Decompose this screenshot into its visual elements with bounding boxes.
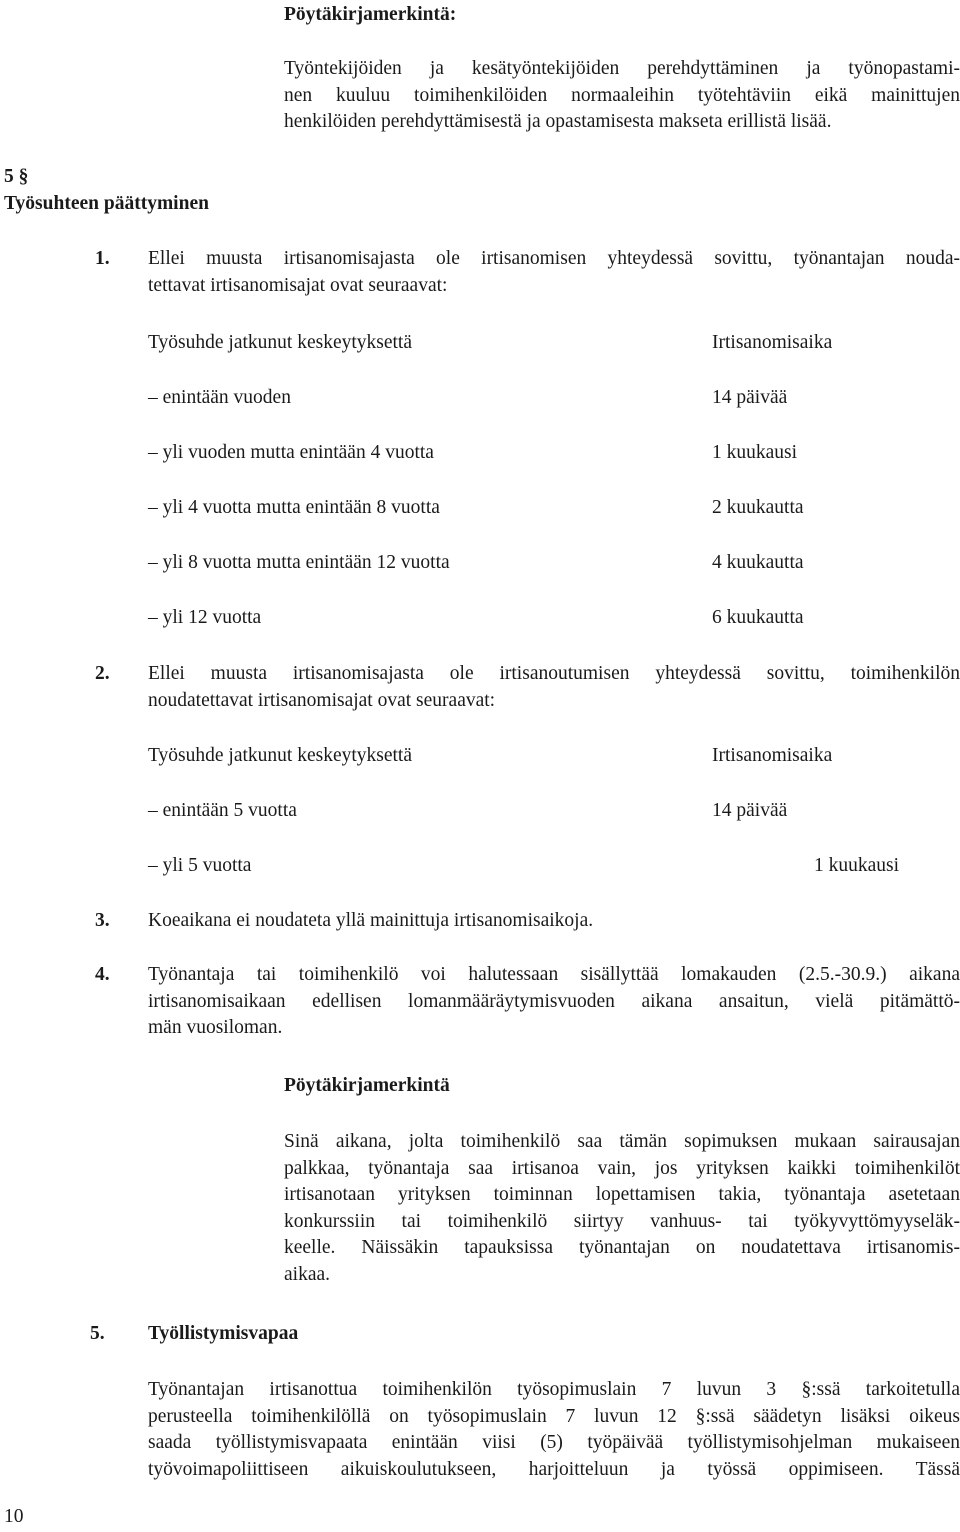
item5-line: perusteella toimihenkilöllä on työsopimuslain 7 luvun 12 §:ssä säädetyn lisäksi oikeus xyxy=(148,1405,960,1427)
item1-row-duration: – enintään vuoden xyxy=(148,387,291,408)
item1-text xyxy=(148,246,960,299)
note2-heading: Pöytäkirjamerkintä xyxy=(284,1075,450,1096)
item5-title: Työllistymisvapaa xyxy=(148,1323,299,1344)
item2-row-duration: – yli 5 vuotta xyxy=(148,855,252,876)
item5-text xyxy=(148,1377,960,1483)
top-note-line: nen kuuluu toimihenkilöiden normaaleihin työtehtäviin eikä mainittujen xyxy=(284,84,960,106)
item1-number: 1. xyxy=(95,248,110,269)
item2-row-notice: 14 päivää xyxy=(712,800,788,821)
item2-table-header-left: Työsuhde jatkunut keskeytyksettä xyxy=(148,745,413,766)
item5-line: Työnantajan irtisanottua toimihenkilön työsopimuslain 7 luvun 3 §:ssä tarkoitetulla xyxy=(148,1379,960,1400)
item1-row-duration: – yli vuoden mutta enintään 4 vuotta xyxy=(148,442,434,463)
note2-line: konkurssiin tai toimihenkilö siirtyy vanhuus- tai työkyvyttömyyseläk- xyxy=(284,1210,960,1232)
note2-line: aikaa. xyxy=(284,1263,331,1285)
page-number: 10 xyxy=(4,1506,24,1527)
item2-row-duration: – enintään 5 vuotta xyxy=(148,800,297,821)
item4-text xyxy=(148,962,960,1042)
item2-line: noudatettavat irtisanomisajat ovat seuraavat: xyxy=(148,689,496,711)
item3-text: Koeaikana ei noudateta yllä mainittuja irtisanomisaikoja. xyxy=(148,910,594,931)
note2-line: Sinä aikana, jolta toimihenkilö saa tämän sopimuksen mukaan sairausajan xyxy=(284,1131,960,1152)
item1-row-notice: 6 kuukautta xyxy=(712,607,804,628)
note2-body xyxy=(284,1129,960,1289)
note2-line: keelle. Näissäkin tapauksissa työnantajan on noudatettava irtisanomis- xyxy=(284,1237,960,1259)
note2-line: irtisanotaan yrityksen toiminnan lopettamisen takia, työnantaja asetetaan xyxy=(284,1184,960,1206)
item4-number: 4. xyxy=(95,964,110,985)
item1-row-notice: 1 kuukausi xyxy=(712,442,798,463)
item5-number: 5. xyxy=(90,1323,105,1344)
item4-line: Työnantaja tai toimihenkilö voi halutessaan sisällyttää lomakauden (2.5.-30.9.) aikana xyxy=(148,964,960,985)
top-note-heading: Pöytäkirjamerkintä: xyxy=(284,4,457,25)
item1-row-notice: 4 kuukautta xyxy=(712,552,804,573)
item1-table-header-left: Työsuhde jatkunut keskeytyksettä xyxy=(148,332,413,353)
item2-table-header-right: Irtisanomisaika xyxy=(712,745,833,766)
note2-line: palkkaa, työnantaja saa irtisanoa vain, jos yrityksen kaikki toimihenkilöt xyxy=(284,1157,960,1179)
item2-text xyxy=(148,661,960,714)
item2-number: 2. xyxy=(95,663,110,684)
item1-row-notice: 2 kuukautta xyxy=(712,497,804,518)
item1-table-header-right: Irtisanomisaika xyxy=(712,332,833,353)
item1-line: tettavat irtisanomisajat ovat seuraavat: xyxy=(148,274,448,296)
top-note-line: henkilöiden perehdyttämisestä ja opastamisesta makseta erillistä lisää. xyxy=(284,111,832,133)
item4-line: män vuosiloman. xyxy=(148,1017,283,1039)
item5-line: saada työllistymisvapaata enintään viisi (5) työpäivää työllistymisohjelman mukaiseen xyxy=(148,1432,960,1454)
top-note-line: Työntekijöiden ja kesätyöntekijöiden perehdyttäminen ja työnopastami- xyxy=(284,58,960,79)
item2-line: Ellei muusta irtisanomisajasta ole irtisanoutumisen yhteydessä sovittu, toimihenkilön xyxy=(148,663,960,684)
item3-number: 3. xyxy=(95,910,110,931)
item1-row-duration: – yli 4 vuotta mutta enintään 8 vuotta xyxy=(148,497,440,518)
item2-row-notice: 1 kuukausi xyxy=(814,855,900,876)
top-note-body xyxy=(284,56,960,136)
item1-row-duration: – yli 12 vuotta xyxy=(148,607,262,628)
item5-line: työvoimapoliittiseen aikuiskoulutukseen, harjoitteluun ja työssä oppimiseen. Tässä xyxy=(148,1458,960,1480)
item1-row-notice: 14 päivää xyxy=(712,387,788,408)
section-title: Työsuhteen päättyminen xyxy=(4,193,209,214)
item1-line: Ellei muusta irtisanomisajasta ole irtisanomisen yhteydessä sovittu, työnantajan nouda- xyxy=(148,248,960,269)
item1-row-duration: – yli 8 vuotta mutta enintään 12 vuotta xyxy=(148,552,450,573)
item4-line: irtisanomisaikaan edellisen lomanmääräytymisvuoden aikana ansaitun, vielä pitämättö- xyxy=(148,990,960,1012)
section-number: 5 § xyxy=(4,166,29,187)
